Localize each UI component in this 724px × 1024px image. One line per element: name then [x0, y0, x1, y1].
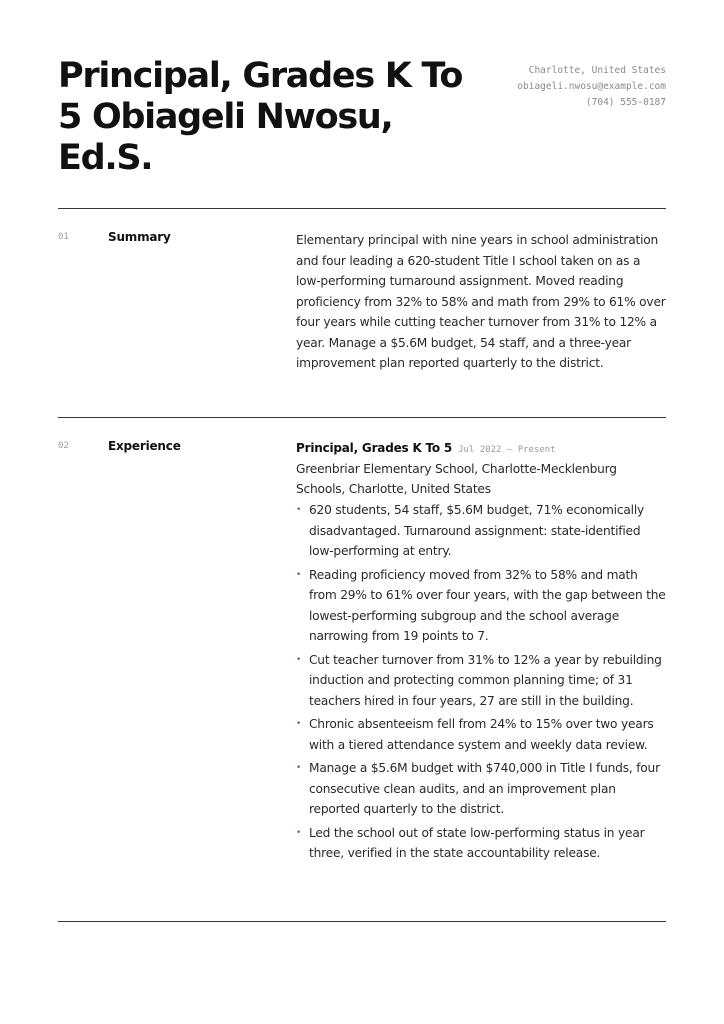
bullet-icon: •	[296, 569, 302, 580]
bullet-text: Led the school out of state low-performing status in year three, verified in the state accountability release.	[309, 825, 645, 860]
job-dates: Jul 2022 – Present	[458, 445, 556, 455]
contact-phone[interactable]: (704) 555-0187	[585, 97, 666, 108]
bullet-text: Reading proficiency moved from 32% to 58% and math from 29% to 61% over four years, with the gap between the lowest-performing subgroup and the school average narrowing from 19 points to 7.	[309, 567, 666, 643]
job-entry	[296, 439, 666, 864]
bullet-icon: •	[296, 719, 302, 729]
summary-text: Elementary principal with nine years in school administration and four leading a 620-student Title I school taken on as a low-performing turnaround assignment. Moved reading proficiency from 32% to 58% and math from 29% to 61% over four years while cutting teacher turnover from 31% to 12% a year. Manage a $5.6M budget, 54 staff, and a three-year improvement plan reported quarterly to the district.	[296, 233, 666, 370]
section-title: Summary	[108, 230, 171, 244]
section-title: Experience	[108, 439, 181, 453]
job-header	[296, 439, 666, 459]
list-item	[296, 823, 666, 864]
summary-body	[296, 230, 666, 374]
bullet-text: Cut teacher turnover from 31% to 12% a year by rebuilding induction and protecting common planning time; of 31 teachers hired in four years, 27 are still in the building.	[309, 652, 662, 708]
job-organization: Greenbriar Elementary School, Charlotte-Mecklenburg Schools, Charlotte, United States	[296, 462, 617, 496]
bullet-icon: •	[296, 763, 302, 773]
list-item	[296, 714, 666, 755]
contact-email[interactable]: obiageli.nwosu@example.com	[517, 81, 666, 92]
divider-bottom	[58, 921, 666, 922]
experience-body	[296, 439, 666, 867]
section-number: 01	[58, 232, 69, 242]
contact-location: Charlotte, United States	[528, 65, 666, 76]
list-item	[296, 565, 666, 647]
contact-block	[517, 63, 666, 111]
bullet-text: Manage a $5.6M budget with $740,000 in Title I funds, four consecutive clean audits, and an improvement plan reported quarterly to the district.	[309, 761, 660, 816]
job-bullets	[296, 500, 666, 864]
bullet-text: Chronic absenteeism fell from 24% to 15% over two years with a tiered attendance system and weekly data review.	[309, 717, 654, 752]
bullet-text: 620 students, 54 staff, $5.6M budget, 71% economically disadvantaged. Turnaround assignment: state-identified low-performing at entry.	[309, 503, 645, 558]
resume-header	[58, 56, 666, 186]
list-item	[296, 650, 666, 712]
divider-summary	[58, 417, 666, 418]
list-item	[296, 758, 666, 820]
bullet-icon: •	[296, 827, 302, 838]
bullet-icon: •	[296, 654, 302, 665]
job-title: Principal, Grades K To 5	[296, 441, 453, 455]
list-item	[296, 500, 666, 562]
bullet-icon: •	[296, 505, 302, 515]
section-number: 02	[58, 441, 69, 451]
divider-top	[58, 208, 666, 209]
candidate-name: Principal, Grades K To 5 Obiageli Nwosu, Ed.S.	[58, 56, 463, 178]
